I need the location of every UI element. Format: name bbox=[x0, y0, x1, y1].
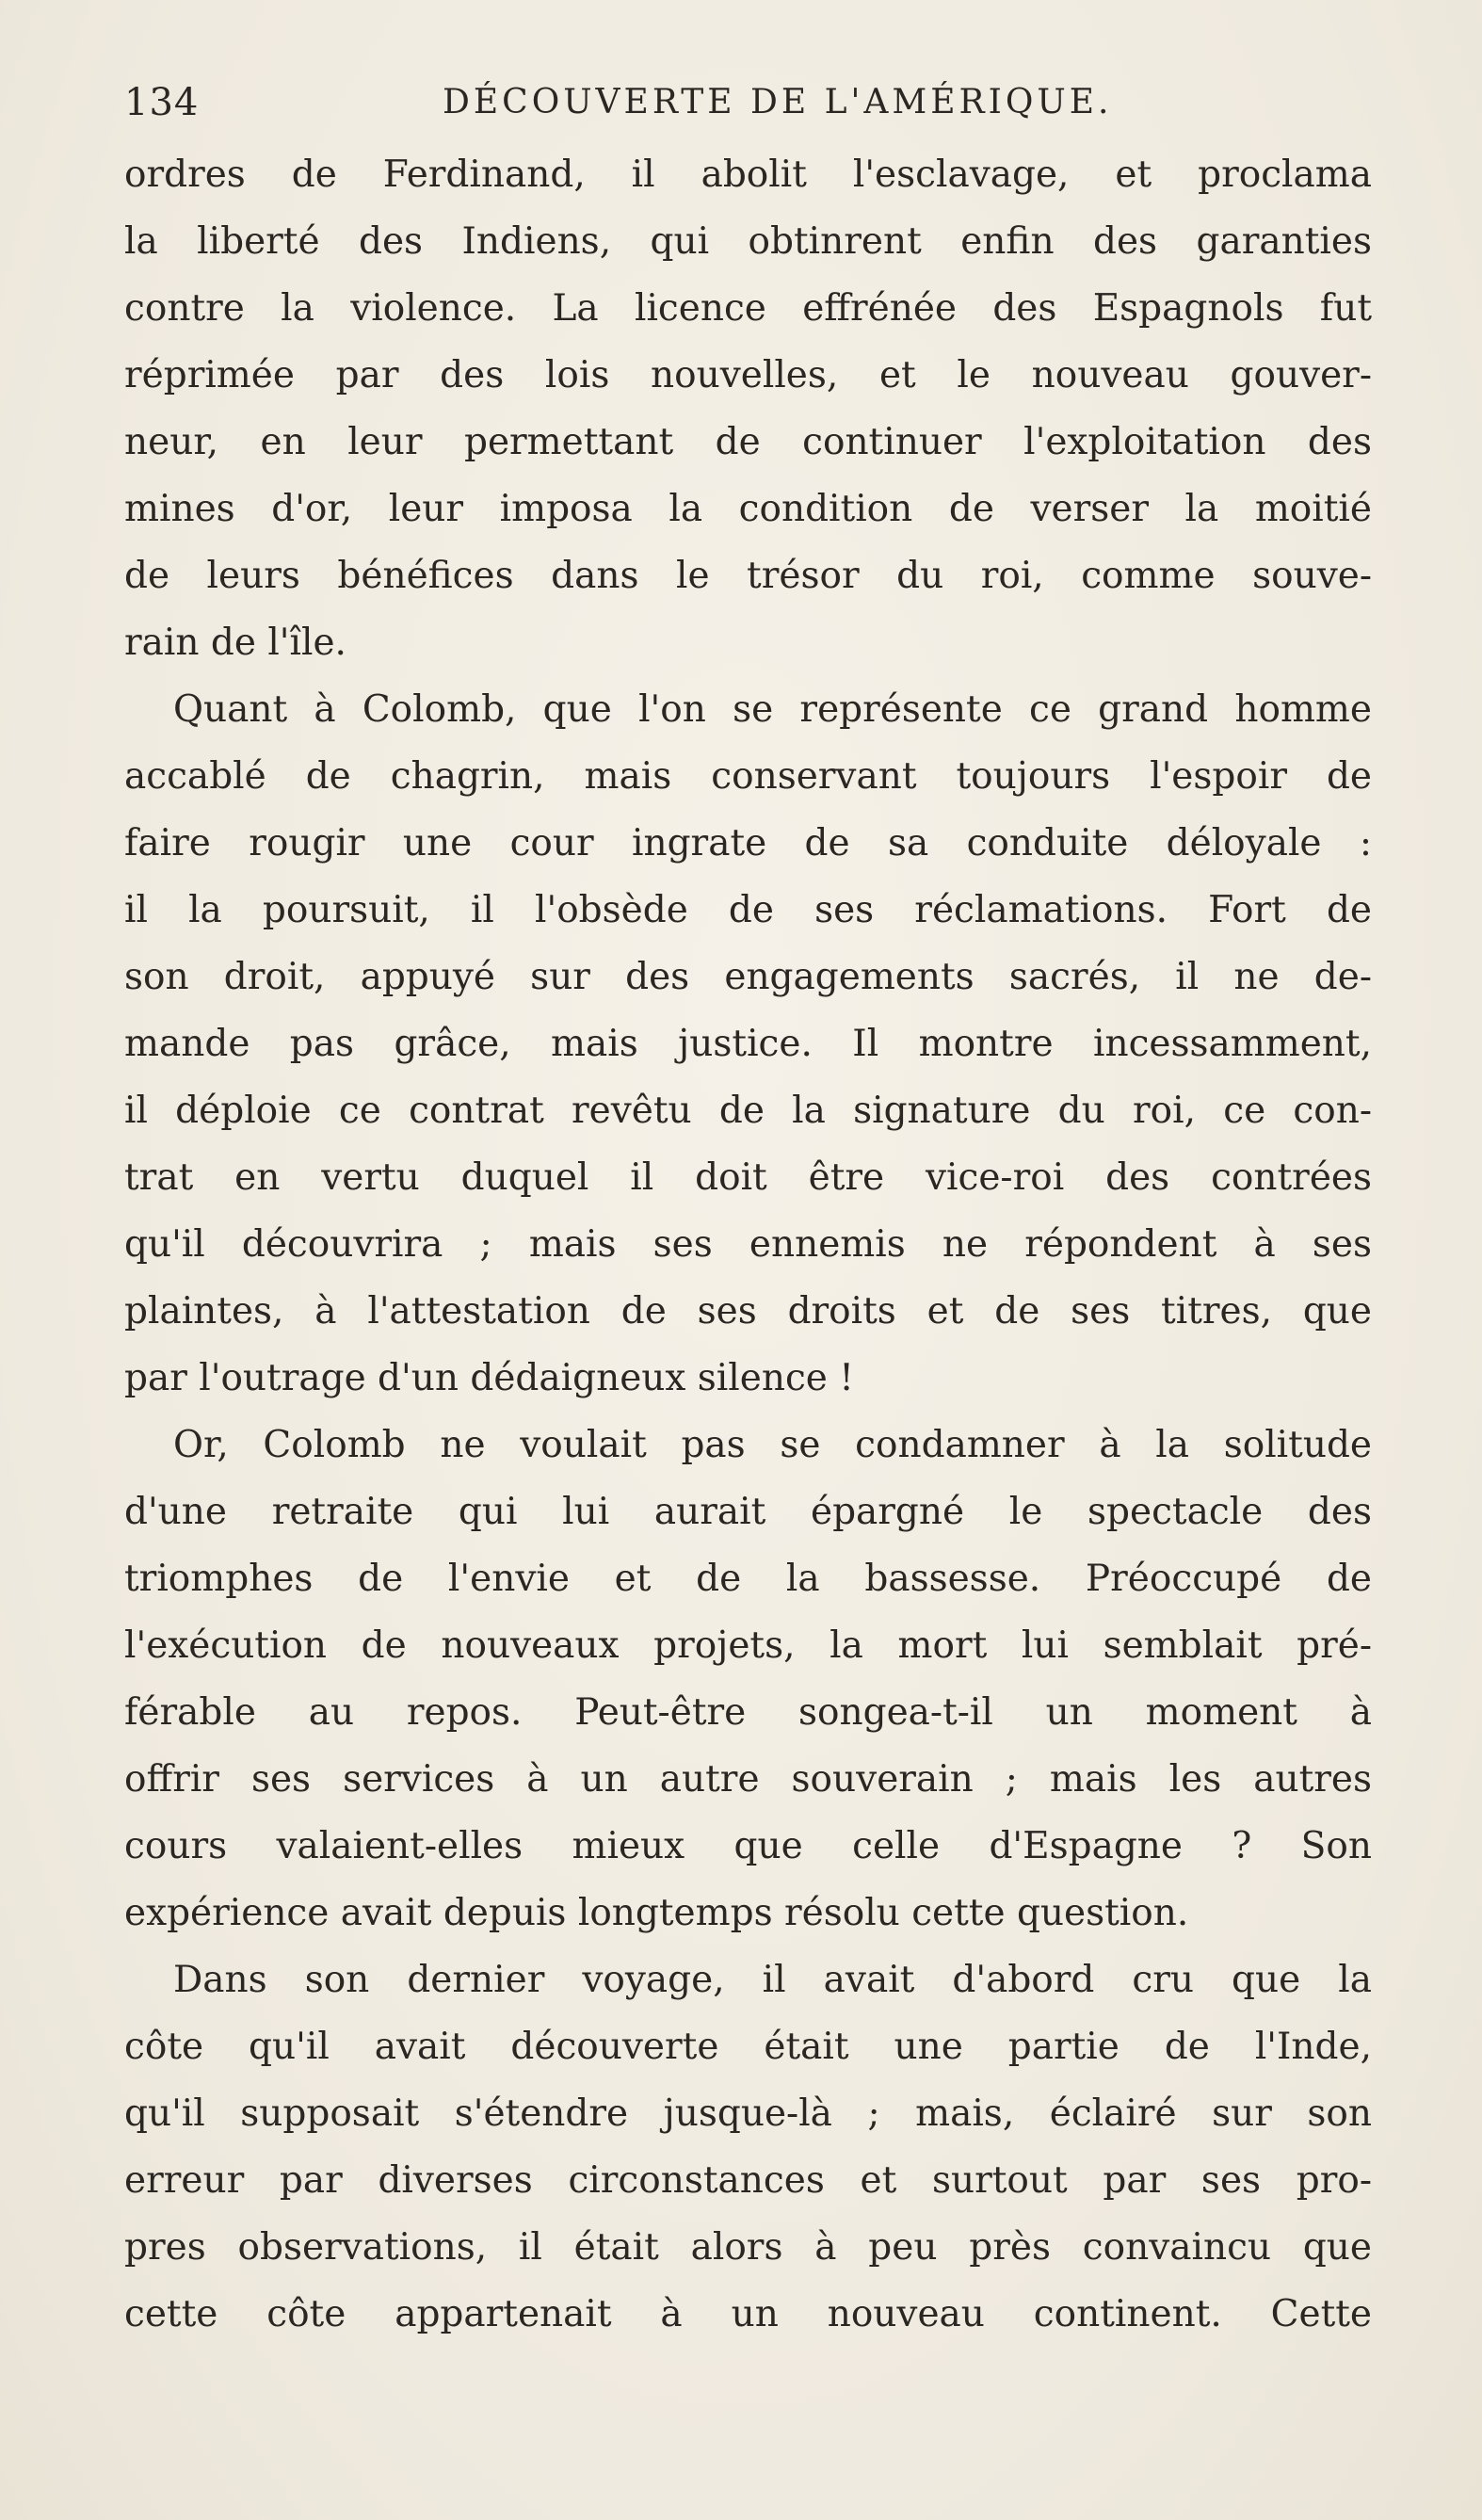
text-line: côte qu'il avait découverte était une partie de l'Inde, bbox=[124, 2026, 1372, 2068]
text-line: accablé de chagrin, mais conservant toujours l'espoir de bbox=[124, 755, 1372, 798]
text-line: pres observations, il était alors à peu près convaincu que bbox=[124, 2226, 1372, 2269]
text-line: son droit, appuyé sur des engagements sacrés, il ne de- bbox=[124, 956, 1372, 998]
text-line: la liberté des Indiens, qui obtinrent enfin des garanties bbox=[124, 220, 1372, 263]
text-line: Quant à Colomb, que l'on se représente ce grand homme bbox=[173, 688, 1372, 731]
text-line: rain de l'île. bbox=[124, 622, 346, 664]
text-line: d'une retraite qui lui aurait épargné le spectacle des bbox=[124, 1491, 1372, 1533]
running-head bbox=[124, 77, 1372, 128]
text-line: neur, en leur permettant de continuer l'exploitation des bbox=[124, 421, 1372, 463]
text-line: réprimée par des lois nouvelles, et le nouveau gouver- bbox=[124, 354, 1372, 396]
text-line: cette côte appartenait à un nouveau continent. Cette bbox=[124, 2293, 1372, 2335]
text-line: l'exécution de nouveaux projets, la mort lui semblait pré- bbox=[124, 1624, 1372, 1667]
text-line: mines d'or, leur imposa la condition de verser la moitié bbox=[124, 488, 1372, 530]
text-line: offrir ses services à un autre souverain ; mais les autres bbox=[124, 1758, 1372, 1801]
text-line: il déploie ce contrat revêtu de la signature du roi, ce con- bbox=[124, 1090, 1372, 1132]
text-line: ordres de Ferdinand, il abolit l'esclavage, et proclama bbox=[124, 153, 1372, 196]
text-line: qu'il supposait s'étendre jusque-là ; mais, éclairé sur son bbox=[124, 2092, 1372, 2135]
text-line: plaintes, à l'attestation de ses droits et de ses titres, que bbox=[124, 1290, 1372, 1333]
text-line: il la poursuit, il l'obsède de ses réclamations. Fort de bbox=[124, 889, 1372, 931]
text-line: Dans son dernier voyage, il avait d'abord cru que la bbox=[173, 1959, 1372, 2001]
running-title: DÉCOUVERTE DE L'AMÉRIQUE. bbox=[443, 83, 1113, 121]
text-line: triomphes de l'envie et de la bassesse. Préoccupé de bbox=[124, 1558, 1372, 1600]
text-line: de leurs bénéfices dans le trésor du roi, comme souve- bbox=[124, 555, 1372, 597]
text-line: Or, Colomb ne voulait pas se condamner à la solitude bbox=[173, 1424, 1372, 1466]
text-line: par l'outrage d'un dédaigneux silence ! bbox=[124, 1357, 854, 1399]
text-line: qu'il découvrira ; mais ses ennemis ne répondent à ses bbox=[124, 1223, 1372, 1266]
text-line: férable au repos. Peut-être songea-t-il un moment à bbox=[124, 1691, 1372, 1734]
text-line: cours valaient-elles mieux que celle d'Espagne ? Son bbox=[124, 1825, 1372, 1867]
text-line: trat en vertu duquel il doit être vice-roi des contrées bbox=[124, 1156, 1372, 1199]
body-text bbox=[124, 141, 1372, 2348]
page-number: 134 bbox=[124, 81, 200, 124]
text-line: erreur par diverses circonstances et surtout par ses pro- bbox=[124, 2159, 1372, 2202]
text-line: expérience avait depuis longtemps résolu cette question. bbox=[124, 1892, 1189, 1934]
text-line: contre la violence. La licence effrénée des Espagnols fut bbox=[124, 287, 1372, 330]
text-line: faire rougir une cour ingrate de sa conduite déloyale : bbox=[124, 822, 1372, 864]
text-line: mande pas grâce, mais justice. Il montre incessamment, bbox=[124, 1023, 1372, 1065]
